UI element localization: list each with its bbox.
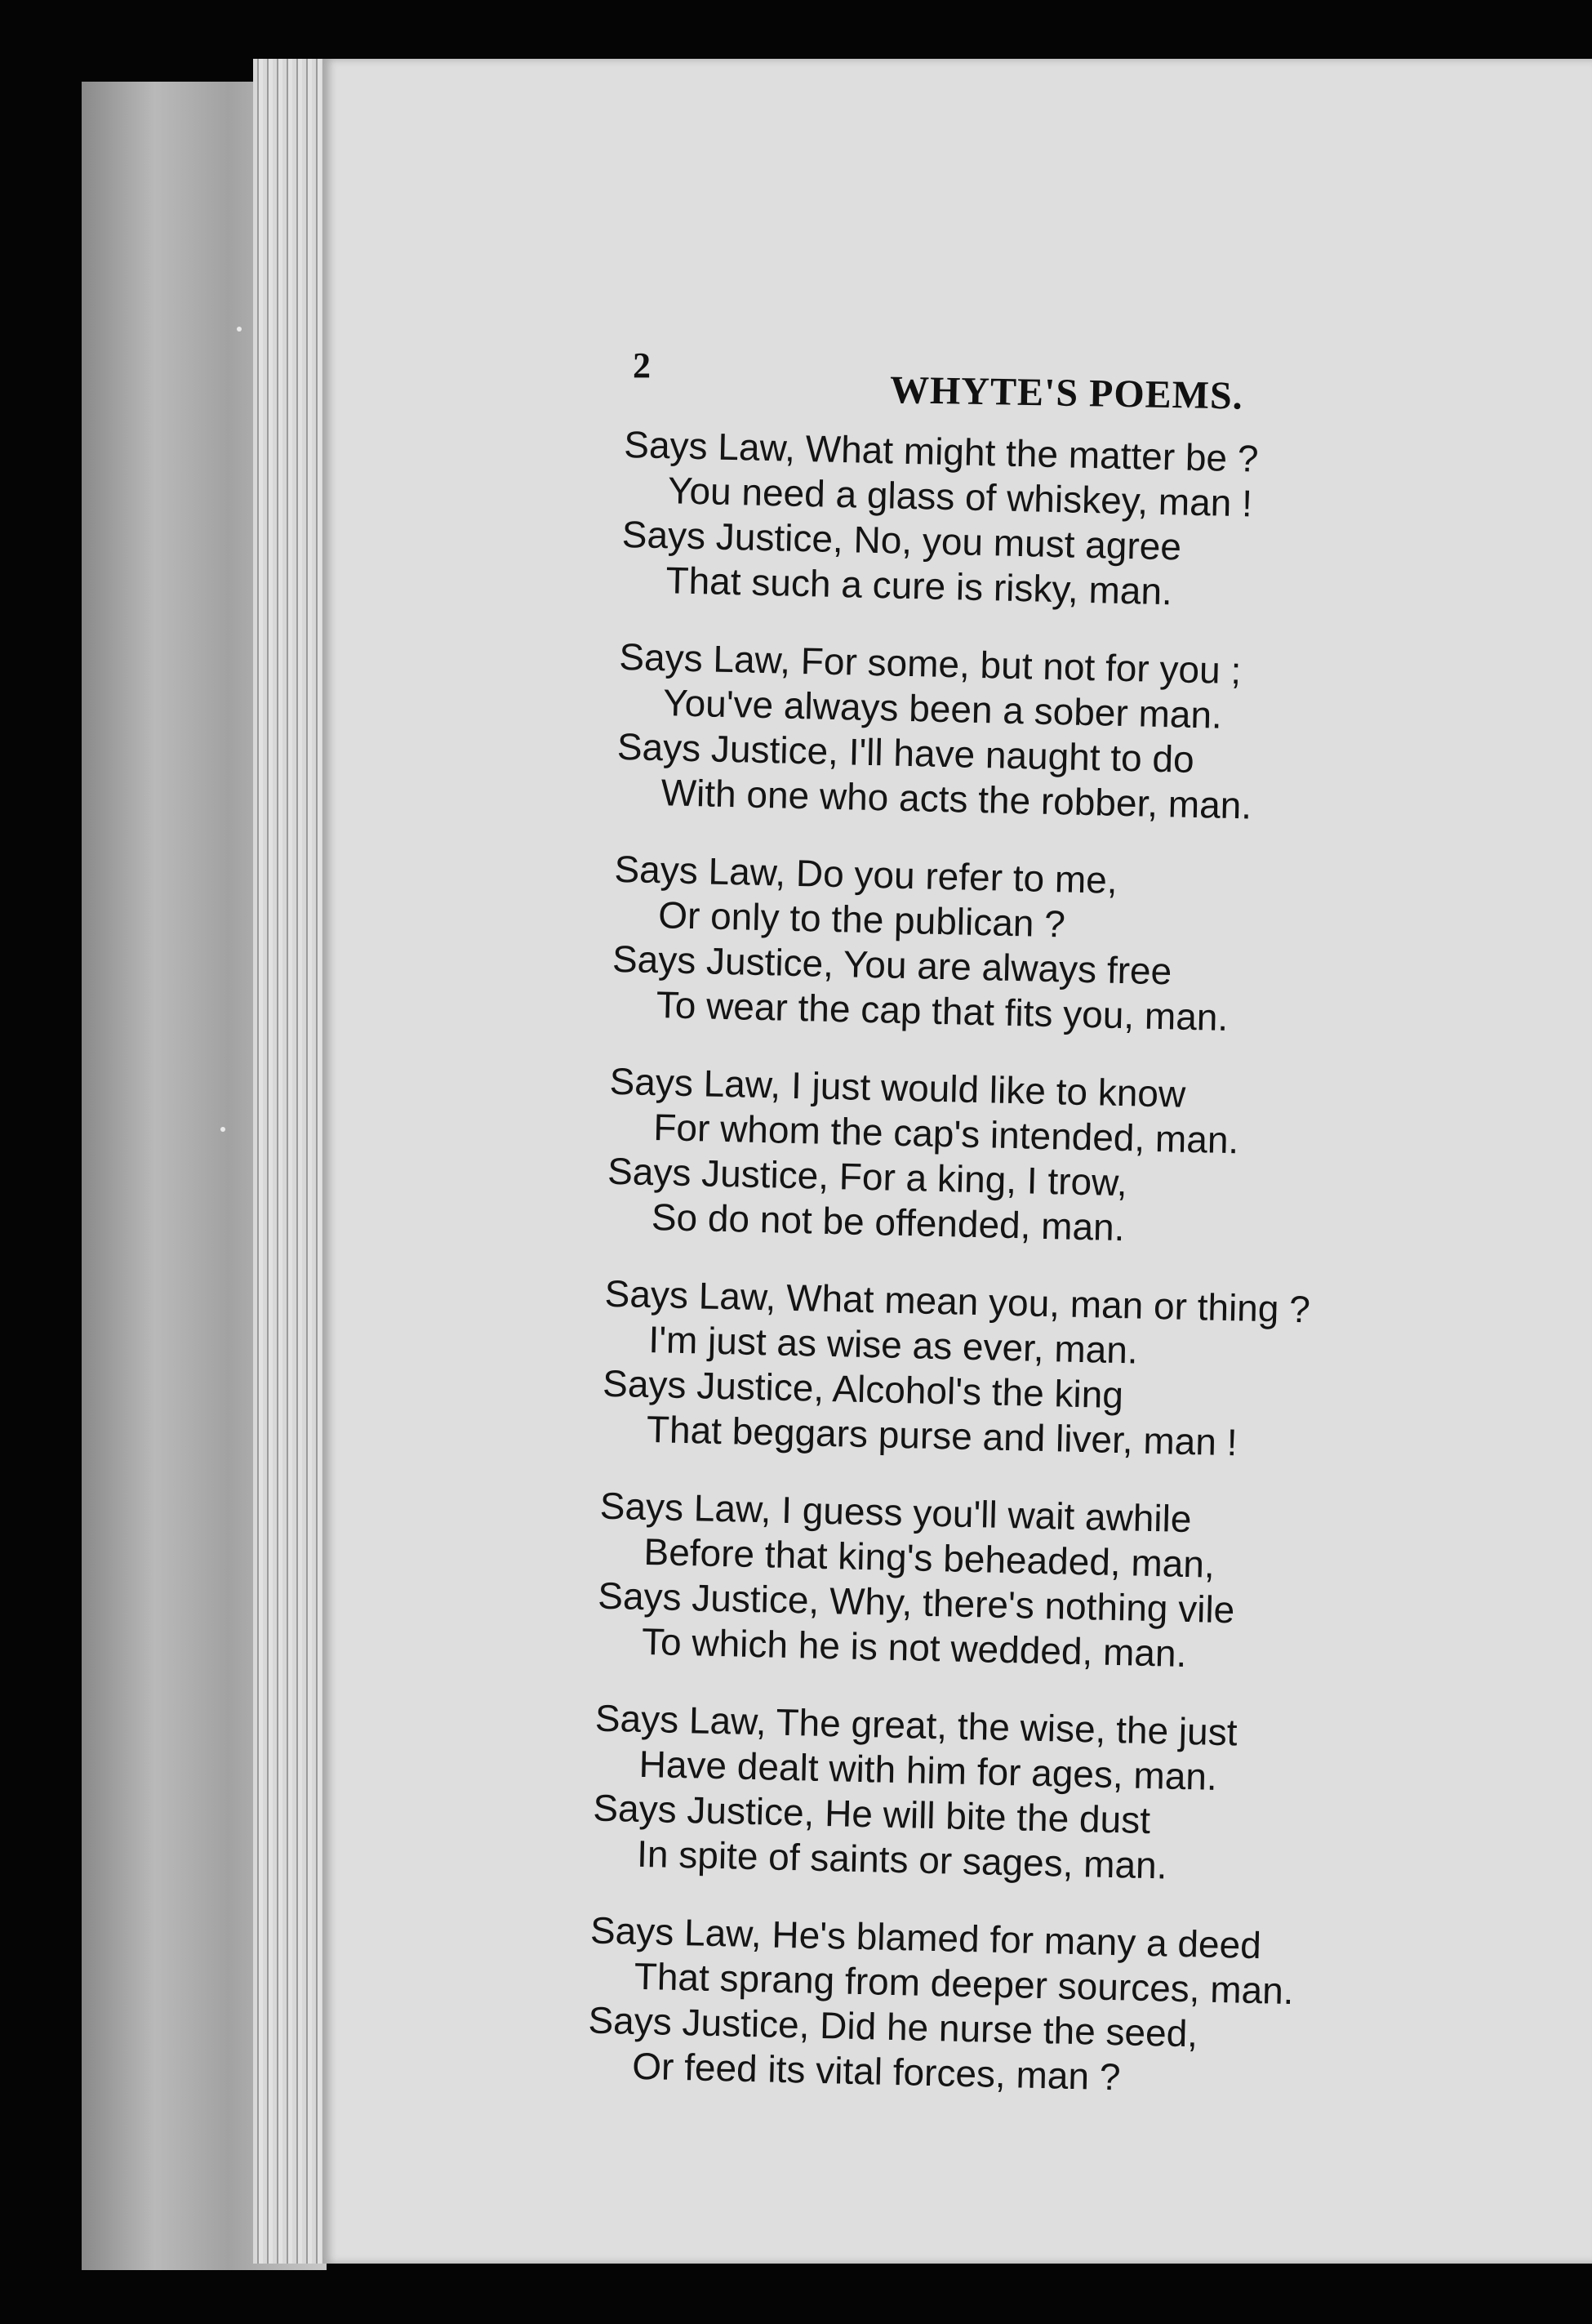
running-title: WHYTE'S POEMS. (889, 368, 1244, 418)
stanza (620, 422, 1563, 623)
poem-line: Or only to the publican ? (657, 893, 1066, 946)
poem-line: Says Law, I guess you'll wait awhile (599, 1484, 1193, 1541)
poem-line: Or feed its vital forces, man ? (631, 2044, 1122, 2099)
poem-line: Says Law, What might the matter be ? (623, 422, 1260, 480)
poem-line: I'm just as wise as ever, man. (647, 1317, 1139, 1372)
poem-line: To which he is not wedded, man. (641, 1619, 1187, 1675)
poem-line: So do not be offended, man. (651, 1195, 1126, 1249)
stanza (597, 1484, 1540, 1685)
poem-line: That such a cure is risky, man. (665, 559, 1173, 613)
stanza (587, 1908, 1530, 2109)
page-header (322, 296, 1592, 418)
poem-line: Says Justice, Alcohol's the king (602, 1361, 1124, 1417)
poem-line: You need a glass of whiskey, man ! (667, 469, 1253, 525)
poem-line: Says Law, For some, but not for you ; (618, 634, 1242, 692)
poem-line: Have dealt with him for ages, man. (638, 1742, 1218, 1798)
page-edges (253, 59, 327, 2264)
book-page (322, 59, 1592, 2264)
stanza (601, 1271, 1544, 1472)
poem-line: Says Law, The great, the wise, the just (594, 1696, 1238, 1754)
poem-line: Says Justice, You are always free (611, 937, 1172, 993)
poem (586, 422, 1563, 2142)
page-number: 2 (633, 345, 651, 385)
board-speck (237, 327, 242, 332)
poem-line: Says Justice, Why, there's nothing vile (597, 1574, 1235, 1632)
poem-line: Says Justice, For a king, I trow, (607, 1149, 1128, 1204)
stanza (611, 847, 1554, 1048)
poem-line: Says Law, He's blamed for many a deed (589, 1908, 1262, 1967)
poem-line: With one who acts the robber, man. (660, 771, 1252, 827)
poem-line: Says Justice, No, you must agree (621, 512, 1182, 568)
poem-line: Says Law, I just would like to know (609, 1059, 1186, 1115)
poem-line: Says Justice, Did he nurse the seed, (588, 1998, 1198, 2055)
poem-line: Says Law, What mean you, man or thing ? (604, 1271, 1311, 1331)
board-speck (220, 1127, 225, 1132)
poem-line: In spite of saints or sages, man. (636, 1832, 1168, 1887)
poem-line: You've always been a sober man. (662, 681, 1223, 737)
stanza (606, 1059, 1549, 1260)
stanza (616, 634, 1559, 835)
poem-line: Says Law, Do you refer to me, (614, 847, 1118, 902)
poem-line: To wear the cap that fits you, man. (656, 983, 1229, 1039)
poem-line: Says Justice, I'll have naught to do (616, 724, 1195, 781)
poem-line: That beggars purse and liver, man ! (646, 1407, 1238, 1464)
stanza (592, 1696, 1535, 1897)
poem-line: Says Justice, He will bite the dust (592, 1786, 1151, 1842)
poem-line: That sprang from deeper sources, man. (634, 1954, 1295, 2013)
poem-line: For whom the cap's intended, man. (652, 1106, 1239, 1162)
poem-line: Before that king's beheaded, man, (643, 1529, 1216, 1586)
